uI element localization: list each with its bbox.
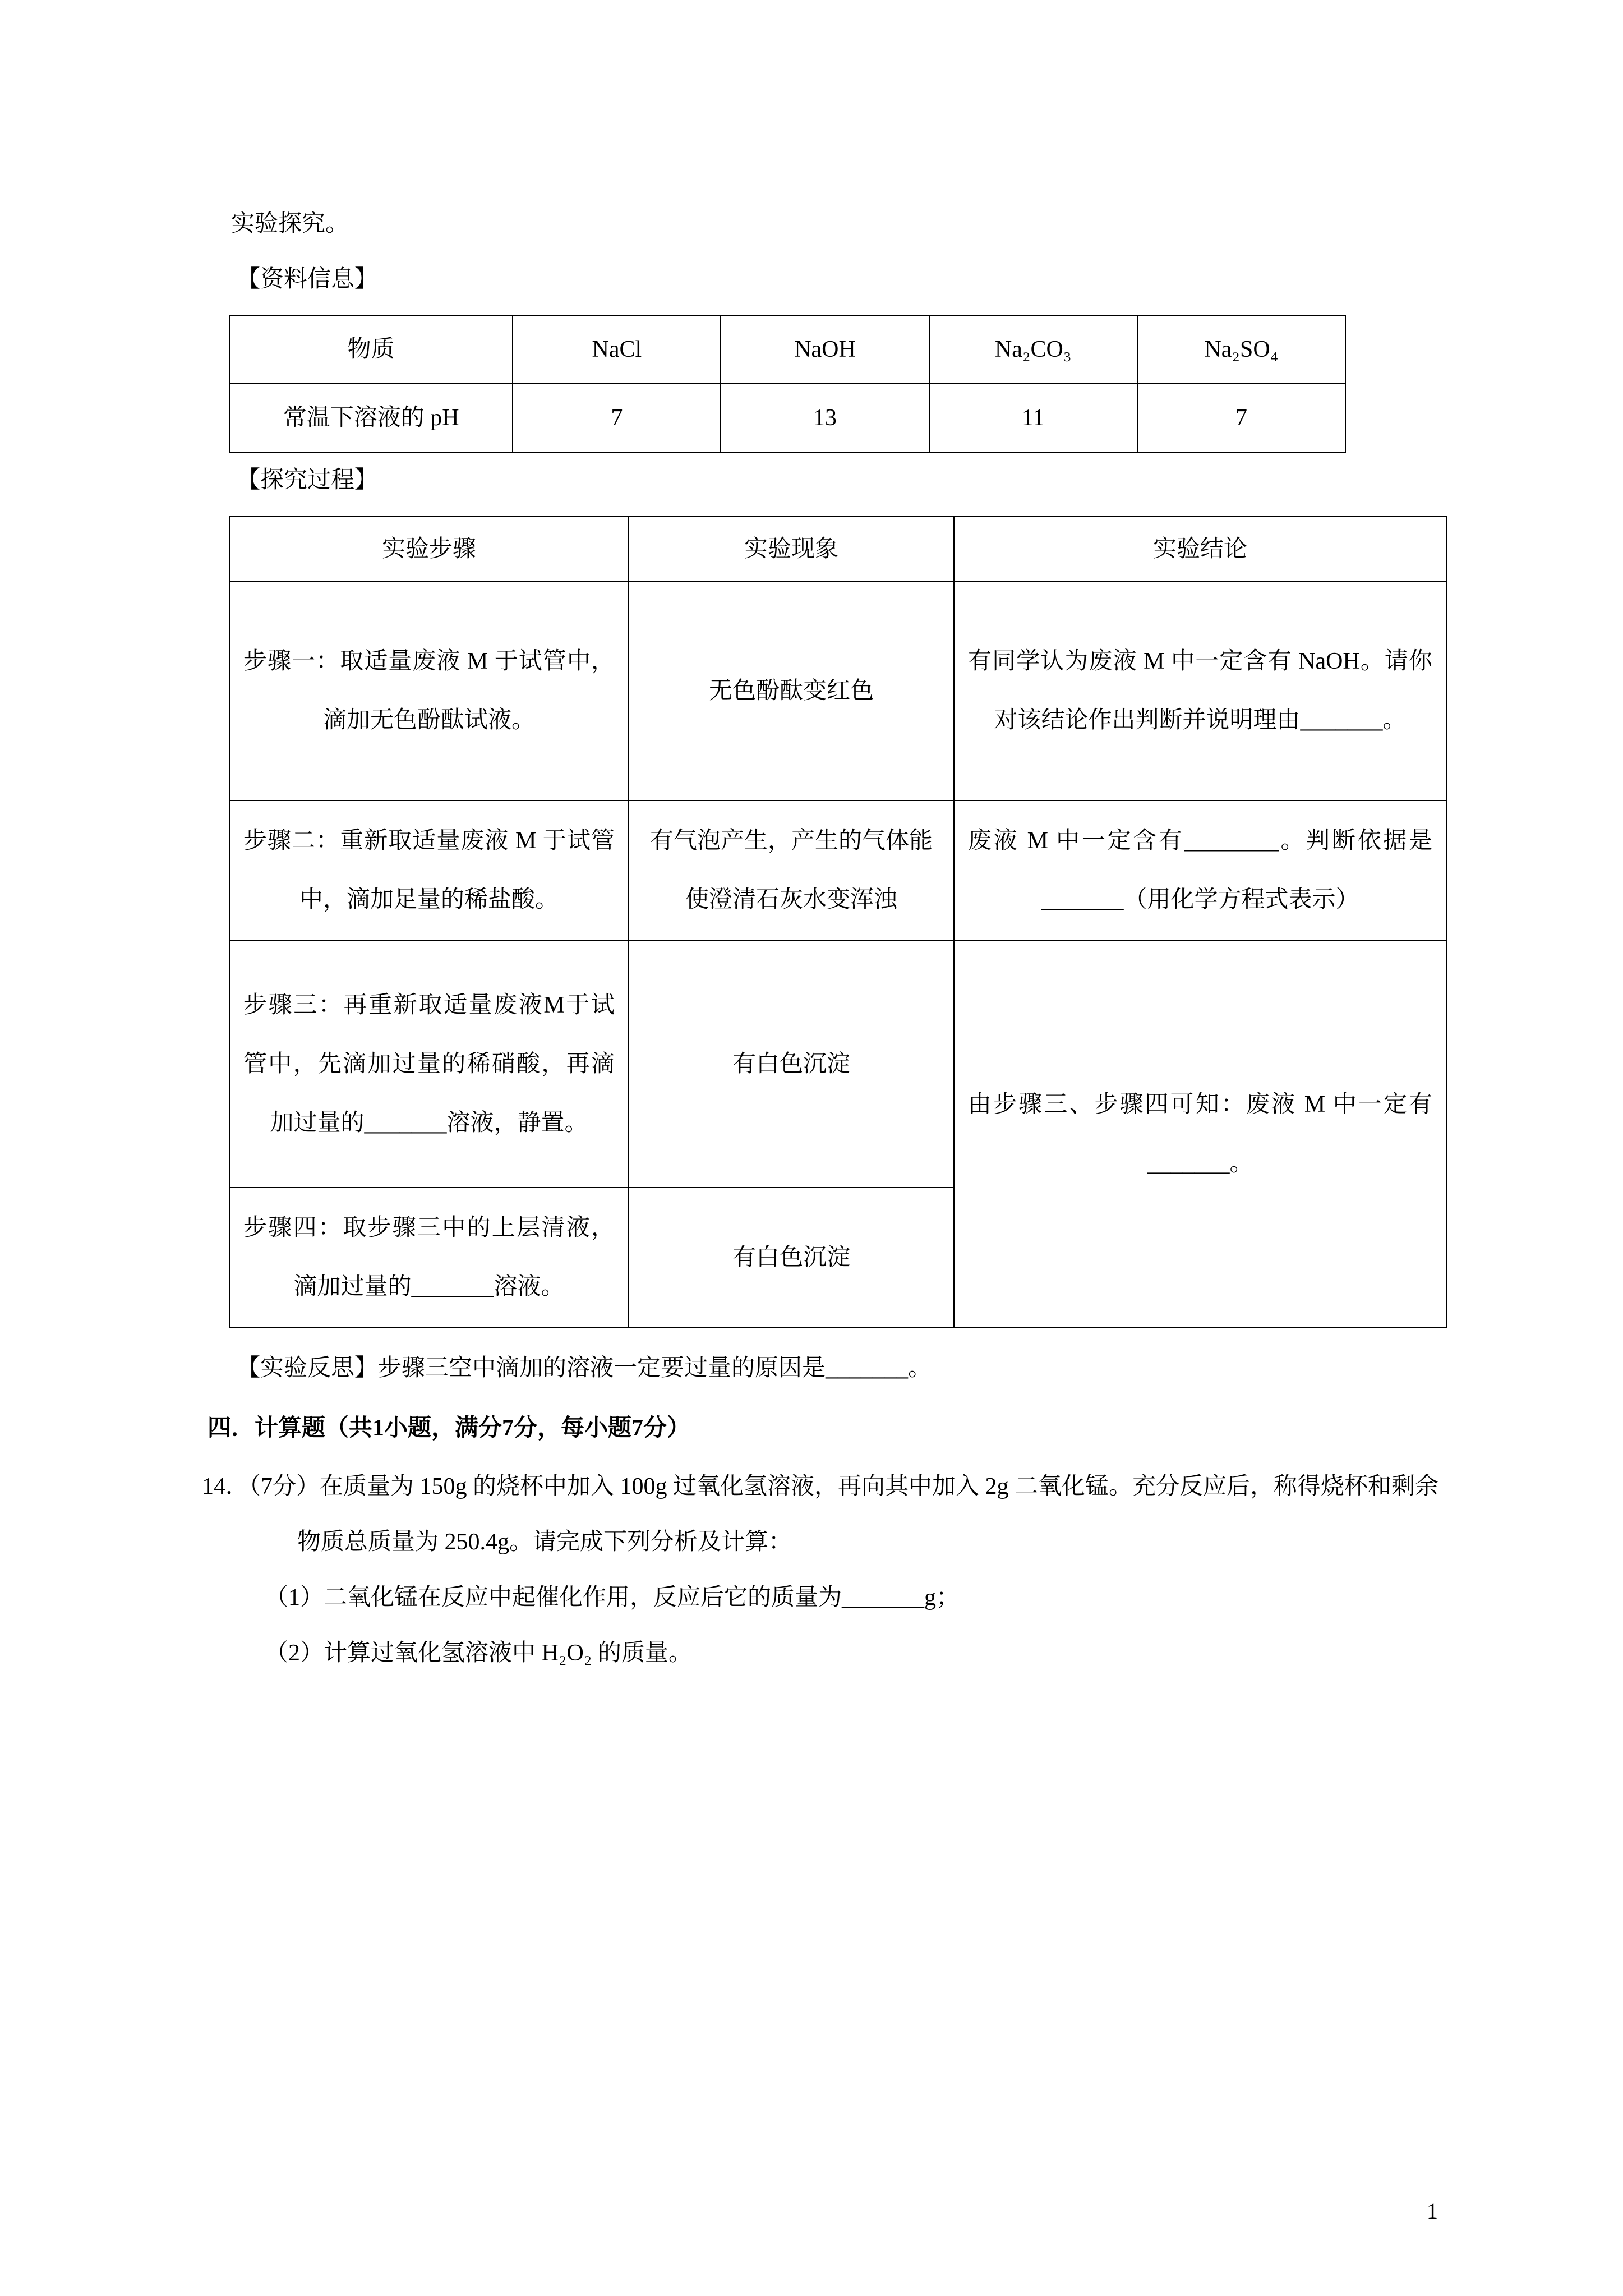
info-cell-ph-nacl: 7 bbox=[513, 384, 721, 452]
info-cell-na2so4: Na₂SO₄ bbox=[1137, 315, 1345, 384]
process-section-label: 【探究过程】 bbox=[237, 467, 379, 494]
question-14-part-2: （2）计算过氧化氢溶液中 H₂O₂ 的质量。 bbox=[265, 1640, 692, 1666]
page-number: 1 bbox=[1427, 2198, 1438, 2224]
column-header-conclusion: 实验结论 bbox=[954, 517, 1446, 582]
info-cell-ph-naoh: 13 bbox=[721, 384, 929, 452]
phenomenon-1-cell: 无色酚酞变红色 bbox=[629, 582, 954, 800]
step-2-cell: 步骤二：重新取适量废液 M 于试管中，滴加足量的稀盐酸。 bbox=[229, 800, 629, 941]
table-row-step-2 bbox=[229, 800, 1446, 941]
info-cell-ph-na2so4: 7 bbox=[1137, 384, 1345, 452]
conclusion-2-cell: 废液 M 中一定含有________。判断依据是_______（用化学方程式表示） bbox=[954, 800, 1446, 941]
table-row-step-3 bbox=[229, 941, 1446, 1188]
info-cell-ph-na2co3: 11 bbox=[929, 384, 1137, 452]
column-header-step: 实验步骤 bbox=[229, 517, 629, 582]
intro-text: 实验探究。 bbox=[231, 211, 349, 237]
info-table-ph-row bbox=[229, 384, 1345, 452]
process-table-header-row bbox=[229, 517, 1446, 582]
info-section-label: 【资料信息】 bbox=[237, 266, 379, 292]
info-table bbox=[229, 315, 1346, 453]
conclusion-1-cell: 有同学认为废液 M 中一定含有 NaOH。请你对该结论作出判断并说明理由_______。 bbox=[954, 582, 1446, 800]
table-row-step-1 bbox=[229, 582, 1446, 800]
step-3-cell: 步骤三：再重新取适量废液M于试管中，先滴加过量的稀硝酸，再滴加过量的_______溶液，静置。 bbox=[229, 941, 629, 1188]
reflection-text: 【实验反思】步骤三空中滴加的溶液一定要过量的原因是_______。 bbox=[237, 1355, 932, 1382]
question-14-stem: 14．（7分）在质量为 150g 的烧杯中加入 100g 过氧化氢溶液，再向其中加入 2g 二氧化锰。充分反应后，称得烧杯和剩余物质总质量为 250.4g。请完成下列分析及计算： bbox=[202, 1474, 1439, 1556]
info-table-header-row bbox=[229, 315, 1345, 384]
step-1-cell: 步骤一：取适量废液 M 于试管中，滴加无色酚酞试液。 bbox=[229, 582, 629, 800]
info-cell-naoh: NaOH bbox=[721, 315, 929, 384]
info-cell-substance: 物质 bbox=[229, 315, 513, 384]
info-cell-nacl: NaCl bbox=[513, 315, 721, 384]
phenomenon-4-cell: 有白色沉淀 bbox=[629, 1188, 954, 1328]
section-4-heading: 四．计算题（共1小题，满分7分，每小题7分） bbox=[208, 1415, 691, 1441]
process-table bbox=[229, 516, 1447, 1328]
phenomenon-3-cell: 有白色沉淀 bbox=[629, 941, 954, 1188]
info-cell-ph-label: 常温下溶液的 pH bbox=[229, 384, 513, 452]
column-header-phenomenon: 实验现象 bbox=[629, 517, 954, 582]
question-14-part-1: （1）二氧化锰在反应中起催化作用，反应后它的质量为_______g； bbox=[265, 1584, 960, 1611]
info-cell-na2co3: Na₂CO₃ bbox=[929, 315, 1137, 384]
phenomenon-2-cell: 有气泡产生，产生的气体能使澄清石灰水变浑浊 bbox=[629, 800, 954, 941]
step-4-cell: 步骤四：取步骤三中的上层清液，滴加过量的_______溶液。 bbox=[229, 1188, 629, 1328]
conclusion-3-4-cell: 由步骤三、步骤四可知：废液 M 中一定有_______。 bbox=[954, 941, 1446, 1328]
